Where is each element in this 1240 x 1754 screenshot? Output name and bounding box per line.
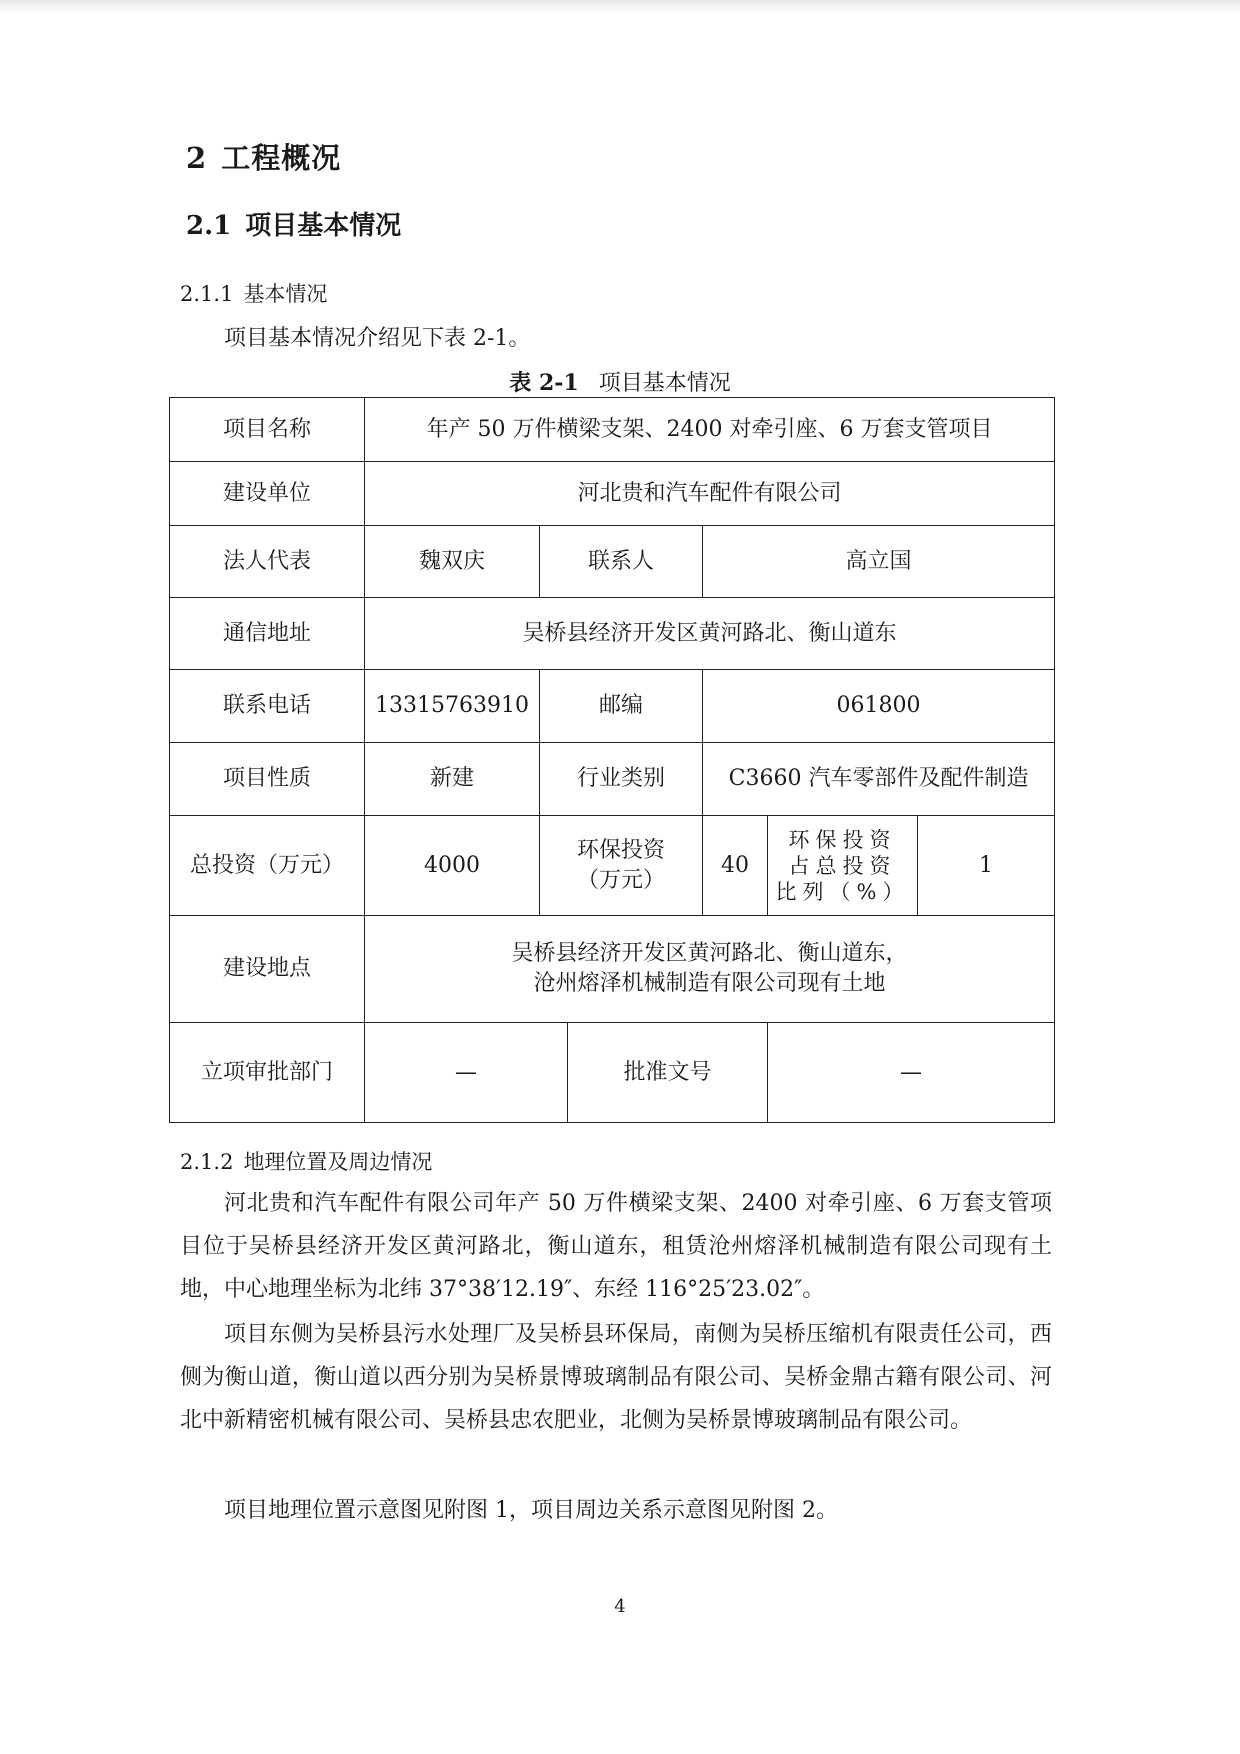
intro-paragraph: 项目基本情况介绍见下表 2-1。 (224, 326, 531, 351)
section-number: 2.1 (186, 211, 232, 241)
chapter-title: 工程概况 (221, 141, 342, 175)
env-investment-value: 40 (703, 816, 768, 916)
approval-dept-label: 立项审批部门 (170, 1023, 365, 1123)
subsection-title: 地理位置及周边情况 (243, 1150, 433, 1174)
env-ratio-label-line2: 占总投资 (788, 853, 897, 878)
env-ratio-label-line1: 环保投资 (788, 827, 897, 852)
site-value-line2: 沧州熔泽机械制造有限公司现有土地 (533, 971, 886, 996)
subsection-heading-basic (180, 278, 327, 308)
figure-reference-paragraph: 项目地理位置示意图见附图 1，项目周边关系示意图见附图 2。 (224, 1498, 838, 1523)
table-row (170, 462, 1055, 526)
postcode-value: 061800 (703, 670, 1055, 743)
page-number: 4 (614, 1596, 626, 1617)
address-value: 吴桥县经济开发区黄河路北、衡山道东 (365, 598, 1055, 670)
nature-label: 项目性质 (170, 743, 365, 816)
project-name-value: 年产 50 万件横梁支架、2400 对牵引座、6 万套支管项目 (365, 398, 1055, 462)
env-investment-label (540, 816, 703, 916)
table-row (170, 1023, 1055, 1123)
section-heading (186, 205, 401, 242)
investment-value: 4000 (365, 816, 540, 916)
builder-value: 河北贵和汽车配件有限公司 (365, 462, 1055, 526)
table-caption-title: 项目基本情况 (598, 371, 731, 396)
table-row (170, 743, 1055, 816)
section-title: 项目基本情况 (245, 211, 402, 241)
env-ratio-label-line3: 比列（%） (775, 879, 910, 904)
table-row (170, 916, 1055, 1023)
table-caption (0, 366, 1240, 397)
table-row (170, 816, 1055, 916)
contact-value: 高立国 (703, 526, 1055, 598)
surroundings-paragraph: 项目东侧为吴桥县污水处理厂及吴桥县环保局，南侧为吴桥压缩机有限责任公司，西侧为衡山道，衡山道以西分别为吴桥景博玻璃制品有限公司、吴桥金鼎古籍有限公司、河北中新精密机械有限公司、吴桥县忠农肥业，北侧为吴桥景博玻璃制品有限公司。 (180, 1322, 1052, 1433)
subsection-number: 2.1.2 (180, 1150, 234, 1174)
site-value-line1: 吴桥县经济开发区黄河路北、衡山道东， (511, 941, 908, 966)
project-info-table (169, 397, 1055, 1123)
site-value (365, 916, 1055, 1023)
phone-label: 联系电话 (170, 670, 365, 743)
builder-label: 建设单位 (170, 462, 365, 526)
table-row (170, 598, 1055, 670)
approval-no-value: — (768, 1023, 1055, 1123)
subsection-heading-location (180, 1146, 432, 1176)
table-row (170, 526, 1055, 598)
chapter-number: 2 (186, 141, 208, 175)
legal-rep-label: 法人代表 (170, 526, 365, 598)
postcode-label: 邮编 (540, 670, 703, 743)
address-label: 通信地址 (170, 598, 365, 670)
env-ratio-value: 1 (918, 816, 1055, 916)
location-paragraph: 河北贵和汽车配件有限公司年产 50 万件横梁支架、2400 对牵引座、6 万套支管项目位于吴桥县经济开发区黄河路北，衡山道东，租赁沧州熔泽机械制造有限公司现有土地，中心地理坐标为北纬 37°38′12.19″、东经 116°25′23.02″。 (180, 1191, 1052, 1302)
table-row (170, 670, 1055, 743)
phone-value: 13315763910 (365, 670, 540, 743)
contact-label: 联系人 (540, 526, 703, 598)
approval-no-label: 批准文号 (568, 1023, 768, 1123)
subsection-title: 基本情况 (243, 282, 328, 306)
legal-rep-value: 魏双庆 (365, 526, 540, 598)
table-row (170, 398, 1055, 462)
env-ratio-label (768, 816, 918, 916)
env-investment-label-line1: 环保投资 (576, 837, 665, 863)
env-investment-label-line2: （万元） (576, 867, 665, 893)
approval-dept-value: — (365, 1023, 568, 1123)
industry-value: C3660 汽车零部件及配件制造 (703, 743, 1055, 816)
table-caption-label: 表 2-1 (509, 370, 579, 396)
investment-label: 总投资（万元） (170, 816, 365, 916)
nature-value: 新建 (365, 743, 540, 816)
site-label: 建设地点 (170, 916, 365, 1023)
project-name-label: 项目名称 (170, 398, 365, 462)
chapter-heading (186, 136, 341, 177)
industry-label: 行业类别 (540, 743, 703, 816)
subsection-number: 2.1.1 (180, 282, 234, 306)
